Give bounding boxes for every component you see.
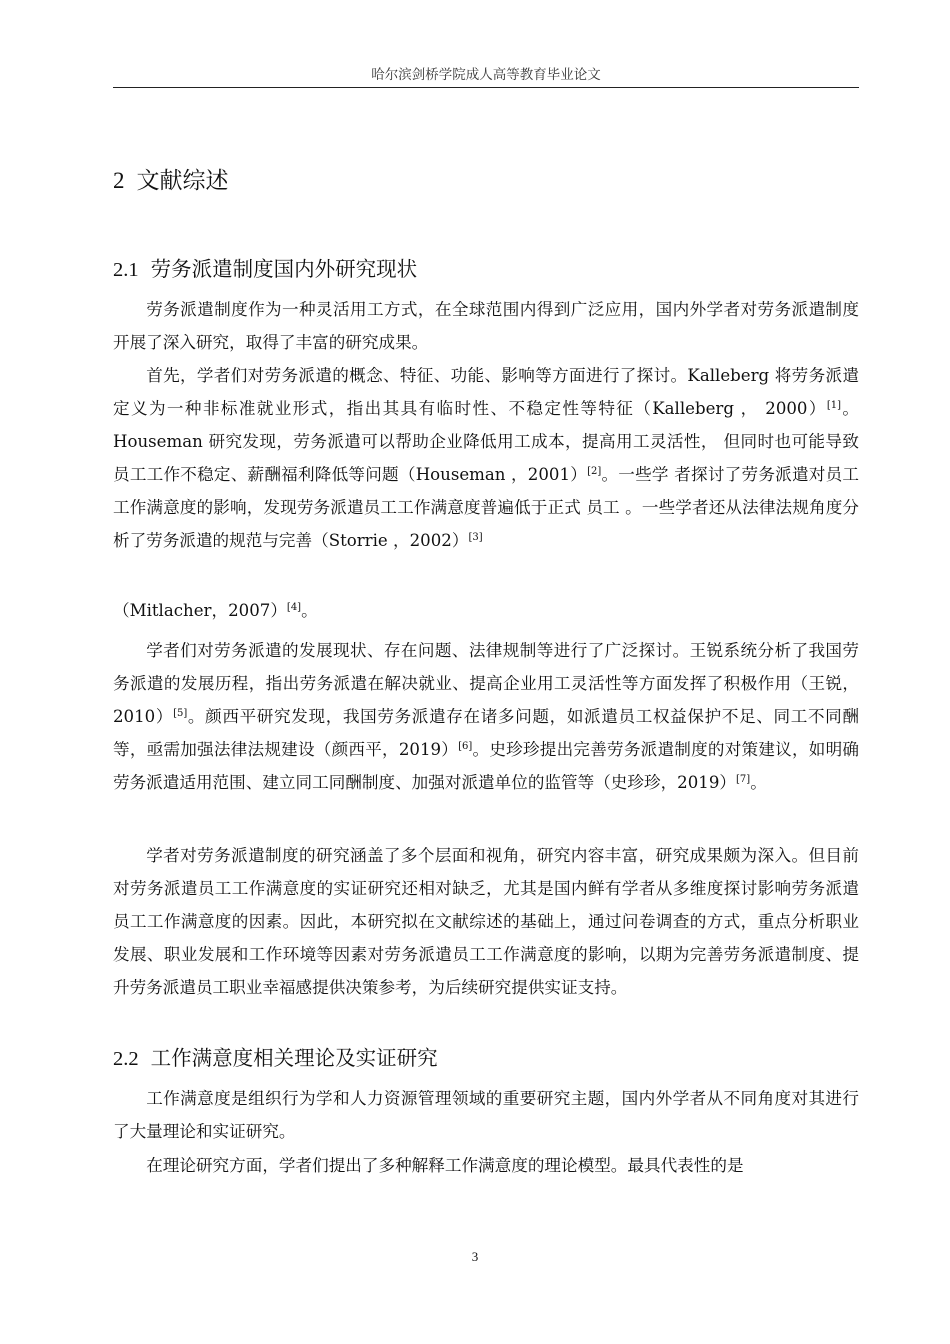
paragraph-4-part-a: 学者们对劳务派遣的发展现状、存在问题、法律规制等进行了广泛探讨。王锐系统分析了我国劳务派遣的发展历程，指出劳务派遣在解决就业、提高企业用工灵活性等方面发挥了积极作用（王锐，2010） (113, 641, 859, 726)
paragraph-2-part-a: 首先，学者们对劳务派遣的概念、特征、功能、影响等方面进行了探讨。Kalleberg 将劳务派遣定义为一种非标准就业形式，指出其具有临时性、不稳定性等特征（Kalleberg ， 2000） (113, 366, 859, 418)
chapter-heading (113, 162, 229, 195)
paragraph-1: 劳务派遣制度作为一种灵活用工方式，在全球范围内得到广泛应用，国内外学者对劳务派遣制度开展了深入研究，取得了丰富的研究成果。 (113, 300, 859, 352)
citation-5: [5] (173, 708, 188, 719)
paragraph-4-part-d: 。 (750, 773, 767, 792)
chapter-number: 2 (113, 168, 125, 193)
paragraph-3 (113, 594, 859, 627)
chapter-title: 文献综述 (136, 168, 229, 194)
section-title: 工作满意度相关理论及实证研究 (150, 1046, 438, 1070)
section-number: 2.2 (113, 1048, 139, 1070)
paragraph-2-part-c: 。一些学 者探讨了劳务派遣对员工工作满意度的影响，发现劳务派遣员工工作满意度普遍低于正式 员工 。一些学者还从法律法规角度分析了劳务派遣的规范与完善（Storrie ，2002） (113, 465, 859, 550)
citation-2: [2] (587, 466, 602, 477)
citation-1: [1] (826, 400, 842, 411)
section-title: 劳务派遣制度国内外研究现状 (150, 257, 418, 281)
paragraph-7: 在理论研究方面，学者们提出了多种解释工作满意度的理论模型。最具代表性的是 (146, 1156, 744, 1175)
paragraph-2 (113, 359, 859, 557)
paragraph-2-part-b: 。Houseman 研究发现，劳务派遣可以帮助企业降低用工成本，提高用工灵活性， 但同时也可能导致员工工作不稳定、薪酬福利降低等问题（Houseman ，2001） (113, 399, 860, 484)
section-heading-2-1 (113, 252, 417, 282)
paragraph-4-part-b: 。颜西平研究发现，我国劳务派遣存在诸多问题，如派遣员工权益保护不足、同工不同酬等，亟需加强法律法规建设（颜西平，2019） (113, 707, 860, 759)
paragraph-3-part-b: 。 (301, 601, 318, 620)
paragraph-6: 工作满意度是组织行为学和人力资源管理领域的重要研究主题，国内外学者从不同角度对其进行了大量理论和实证研究。 (113, 1089, 859, 1141)
section-number: 2.1 (113, 259, 139, 281)
paragraph-5: 学者对劳务派遣制度的研究涵盖了多个层面和视角，研究内容丰富，研究成果颇为深入。但目前对劳务派遣员工工作满意度的实证研究还相对缺乏，尤其是国内鲜有学者从多维度探讨影响劳务派遣员工工作满意度的因素。因此，本研究拟在文献综述的基础上，通过问卷调查的方式，重点分析职业发展、职业发展和工作环境等因素对劳务派遣员工工作满意度的影响，以期为完善劳务派遣制度、提升劳务派遣员工职业幸福感提供决策参考，为后续研究提供实证支持。 (113, 846, 859, 997)
paragraph-4 (113, 634, 859, 799)
paragraph-3-part-a: （Mitlacher，2007） (113, 601, 287, 620)
citation-4: [4] (286, 602, 302, 613)
section-heading-2-2 (113, 1041, 438, 1071)
citation-7: [7] (736, 774, 751, 785)
citation-3: [3] (468, 532, 483, 543)
page-number: 3 (471, 1249, 479, 1264)
paragraph-4-part-c: 。史珍珍提出完善劳务派遣制度的对策建议，如明确劳务派遣适用范围、建立同工同酬制度、加强对派遣单位的监管等（史珍珍，2019） (113, 740, 860, 792)
header-rule (113, 87, 859, 88)
page-header: 哈尔滨剑桥学院成人高等教育毕业论文 (371, 67, 601, 83)
citation-6: [6] (458, 741, 473, 752)
